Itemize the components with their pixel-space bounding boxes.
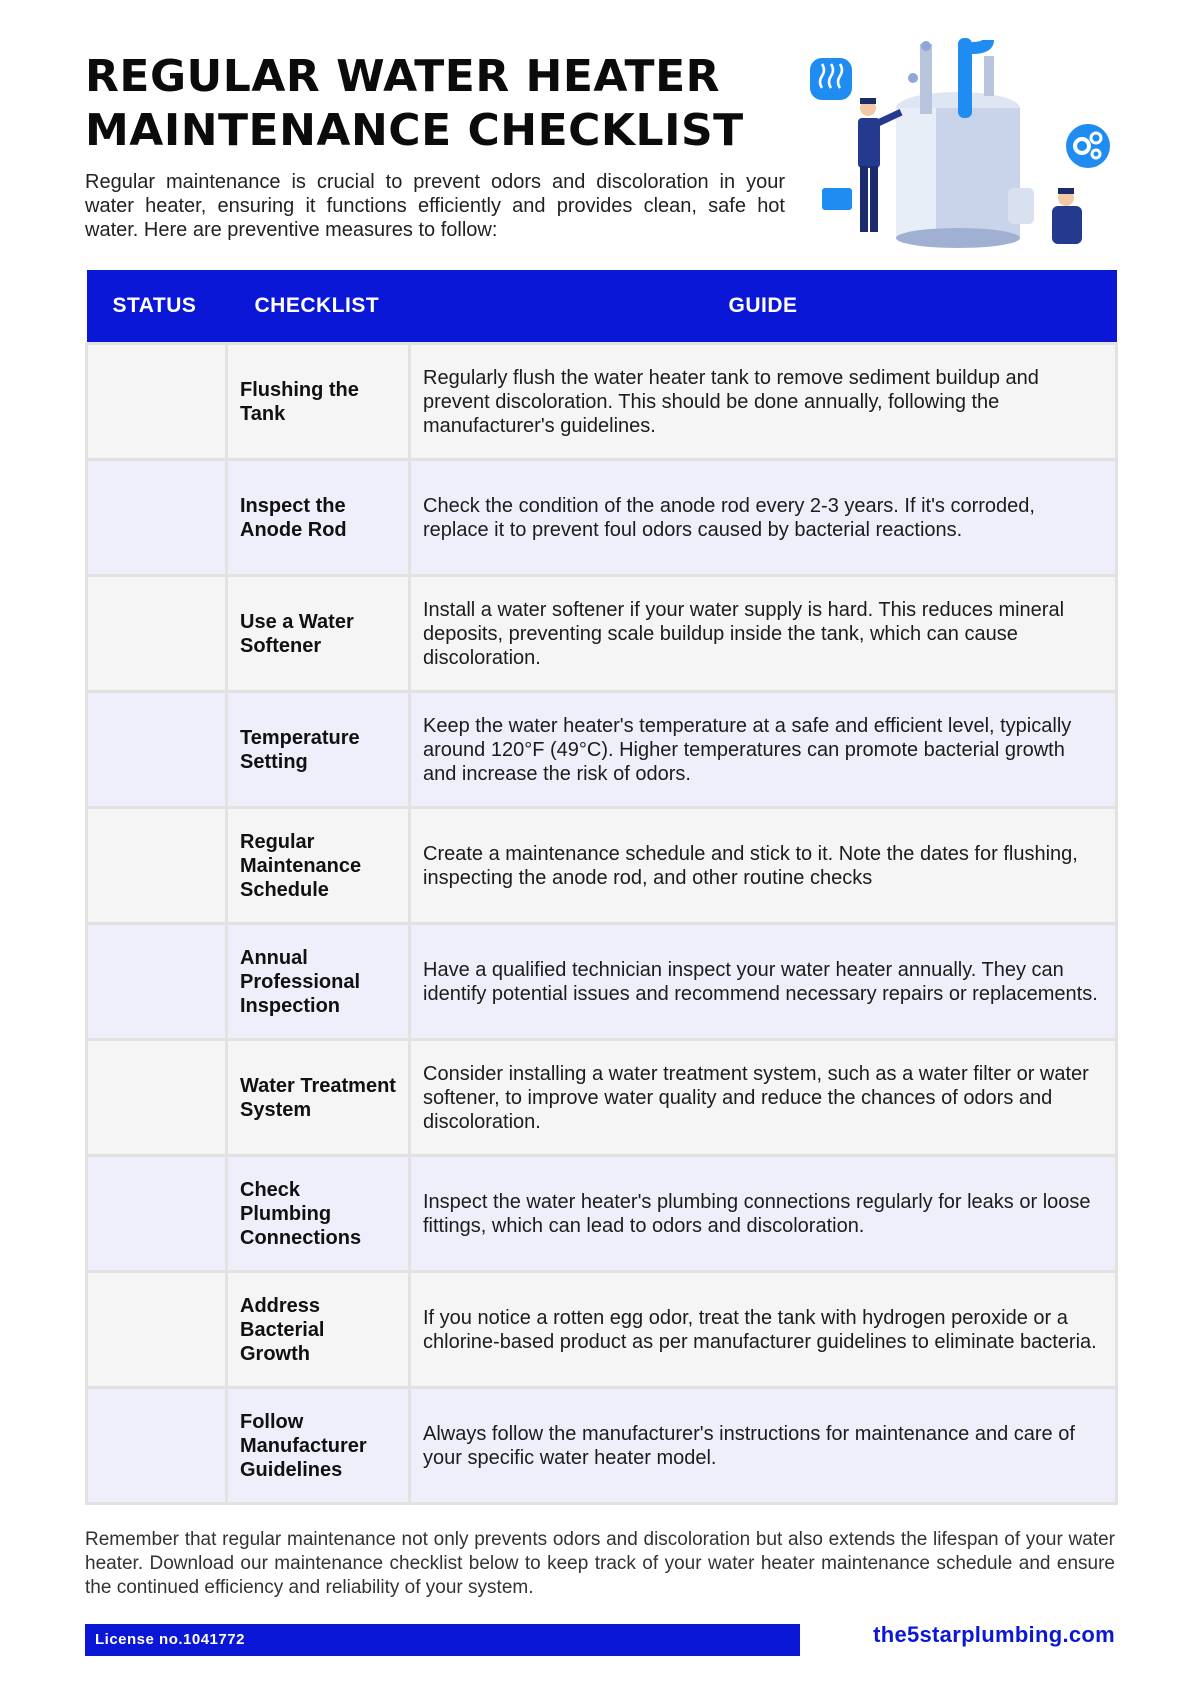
closing-paragraph: Remember that regular maintenance not only prevents odors and discoloration but also extends the lifespan of your water heater. Download our maintenance checklist below to keep track of your water heater maintenance schedule and ensure the continued efficiency and reliability of your system.: [85, 1529, 1115, 1598]
status-cell[interactable]: [87, 1156, 227, 1272]
checklist-item: Address Bacterial Growth: [227, 1272, 410, 1388]
status-cell[interactable]: [87, 576, 227, 692]
column-header-guide: GUIDE: [410, 270, 1117, 344]
gear-icon: [1066, 124, 1110, 168]
table-row: [87, 692, 1117, 808]
table-row: [87, 1040, 1117, 1156]
status-cell[interactable]: [87, 1272, 227, 1388]
water-heater-illustration: [808, 38, 1118, 250]
table-row: [87, 460, 1117, 576]
column-header-status: STATUS: [87, 270, 227, 344]
table-row: [87, 1272, 1117, 1388]
column-header-checklist: CHECKLIST: [227, 270, 410, 344]
page-title: [85, 50, 805, 158]
guide-text: Keep the water heater's temperature at a safe and efficient level, typically around 120°F (49°C). Higher temperatures can promote bacterial growth and increase the risk of odors.: [410, 692, 1117, 808]
checklist-item: Annual Professional Inspection: [227, 924, 410, 1040]
intro-paragraph: Regular maintenance is crucial to prevent odors and discoloration in your water heater, ensuring it functions efficiently and provides clean, safe hot water. Here are preventive measures to follow:: [85, 171, 785, 241]
guide-text: Install a water softener if your water supply is hard. This reduces mineral deposits, preventing scale buildup inside the tank, which can cause discoloration.: [410, 576, 1117, 692]
status-cell[interactable]: [87, 692, 227, 808]
status-cell[interactable]: [87, 808, 227, 924]
status-cell[interactable]: [87, 1388, 227, 1504]
table-row: [87, 924, 1117, 1040]
checklist-item: Temperature Setting: [227, 692, 410, 808]
status-cell[interactable]: [87, 460, 227, 576]
table-row: [87, 808, 1117, 924]
license-bar: [85, 1624, 800, 1656]
status-cell[interactable]: [87, 924, 227, 1040]
checklist-item: Flushing the Tank: [227, 344, 410, 460]
checklist-item: Inspect the Anode Rod: [227, 460, 410, 576]
guide-text: Create a maintenance schedule and stick to it. Note the dates for flushing, inspecting the anode rod, and other routine checks: [410, 808, 1117, 924]
checklist-item: Use a Water Softener: [227, 576, 410, 692]
guide-text: Consider installing a water treatment system, such as a water filter or water softener, to improve water quality and reduce the chances of odors and discoloration.: [410, 1040, 1117, 1156]
table-row: [87, 344, 1117, 460]
table-header-row: [87, 270, 1117, 344]
table-row: [87, 1156, 1117, 1272]
website-link[interactable]: the5starplumbing.com: [873, 1622, 1115, 1647]
water-heater-tank-icon: [896, 38, 1034, 248]
guide-text: Check the condition of the anode rod every 2-3 years. If it's corroded, replace it to prevent foul odors caused by bacterial reactions.: [410, 460, 1117, 576]
status-cell[interactable]: [87, 344, 227, 460]
checklist-item: Water Treatment System: [227, 1040, 410, 1156]
steam-icon: [810, 58, 852, 100]
guide-text: Regularly flush the water heater tank to remove sediment buildup and prevent discoloration. This should be done annually, following the manufacturer's guidelines.: [410, 344, 1117, 460]
license-number: License no.1041772: [95, 1631, 245, 1648]
checklist-table: [85, 270, 1118, 1505]
table-row: [87, 1388, 1117, 1504]
guide-text: Always follow the manufacturer's instructions for maintenance and care of your specific water heater model.: [410, 1388, 1117, 1504]
status-cell[interactable]: [87, 1040, 227, 1156]
guide-text: Have a qualified technician inspect your water heater annually. They can identify potential issues and recommend necessary repairs or replacements.: [410, 924, 1117, 1040]
guide-text: Inspect the water heater's plumbing connections regularly for leaks or loose fittings, which can lead to odors and discoloration.: [410, 1156, 1117, 1272]
checklist-item: Check Plumbing Connections: [227, 1156, 410, 1272]
checklist-item: Follow Manufacturer Guidelines: [227, 1388, 410, 1504]
checklist-item: Regular Maintenance Schedule: [227, 808, 410, 924]
guide-text: If you notice a rotten egg odor, treat the tank with hydrogen peroxide or a chlorine-based product as per manufacturer guidelines to eliminate bacteria.: [410, 1272, 1117, 1388]
title-line-1: REGULAR WATER HEATER: [85, 51, 721, 102]
title-line-2: MAINTENANCE CHECKLIST: [85, 105, 744, 156]
table-row: [87, 576, 1117, 692]
